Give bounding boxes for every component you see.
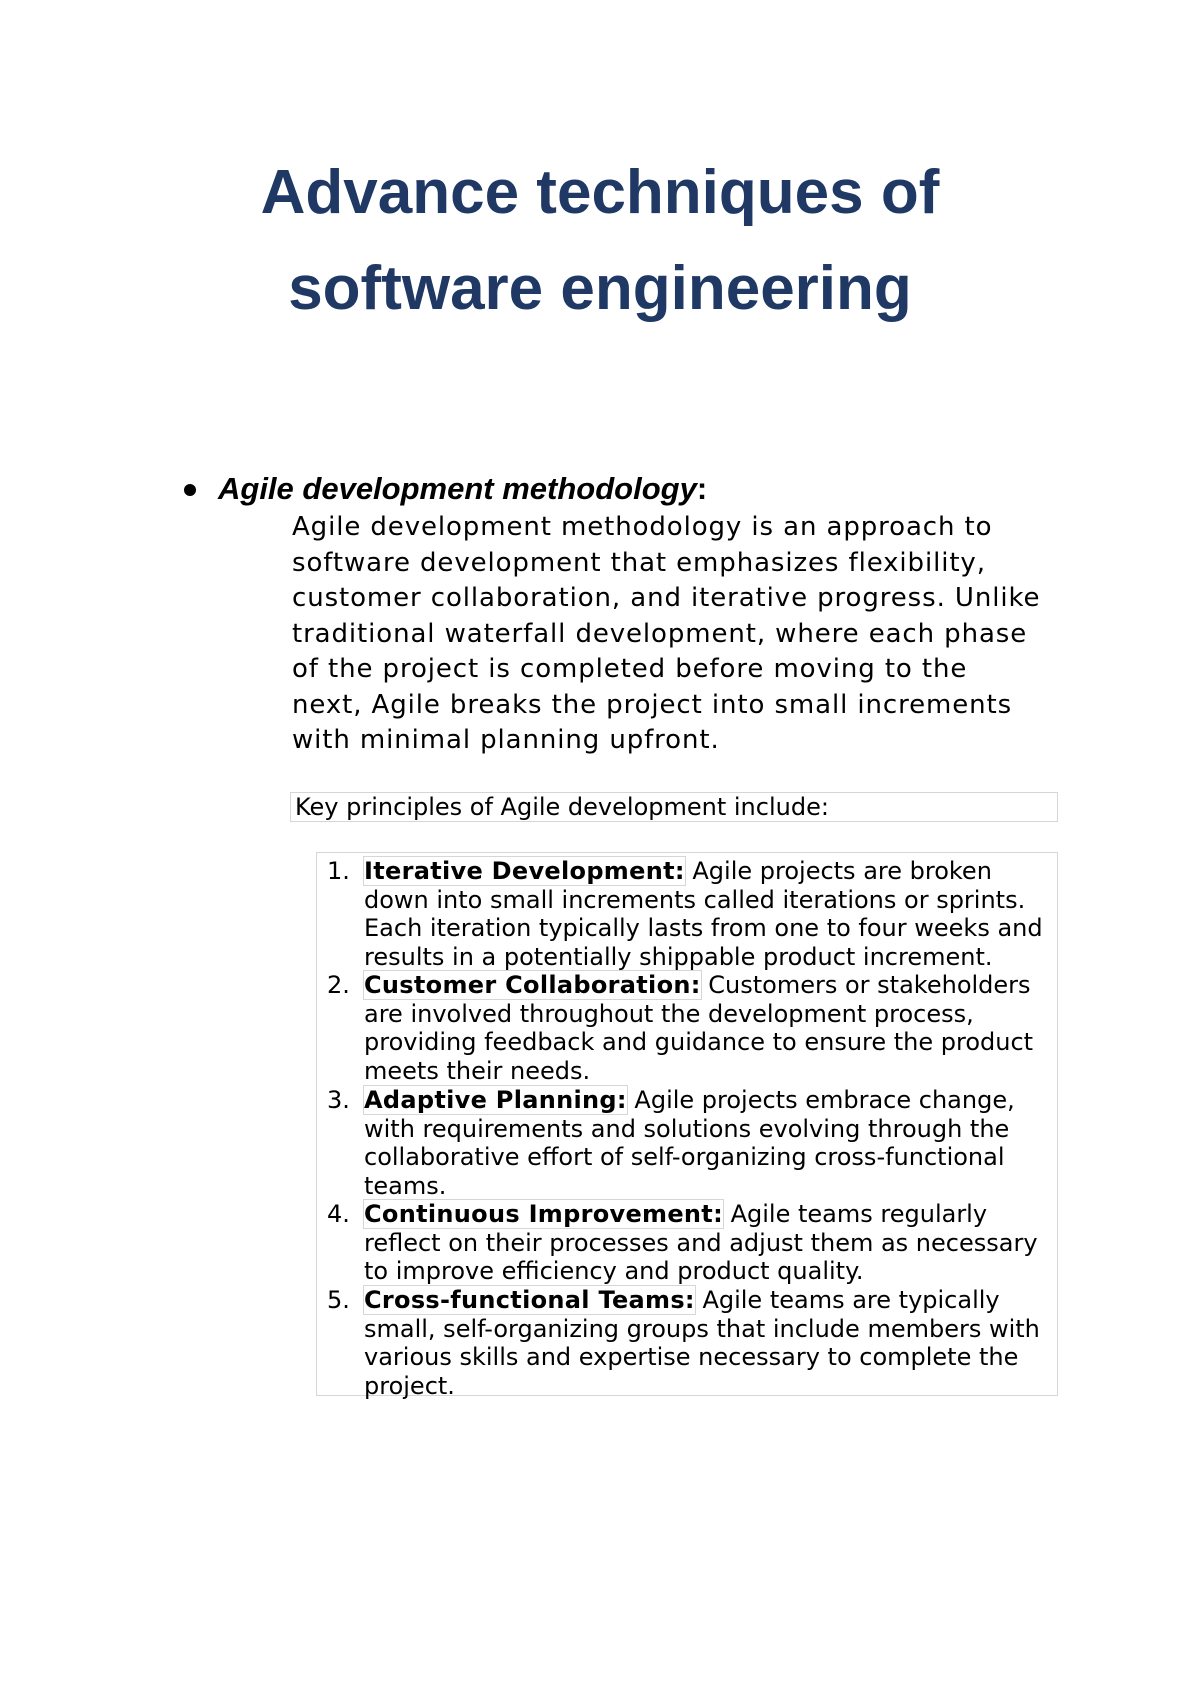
list-item-line: project. <box>364 1371 455 1400</box>
document-title <box>0 145 1200 337</box>
list-item-text <box>364 1200 1054 1286</box>
list-item-line: are involved throughout the development process, <box>364 999 974 1028</box>
intro-line: next, Agile breaks the project into small increments <box>292 689 1013 720</box>
intro-line: of the project is completed before moving to the <box>292 654 968 684</box>
list-item-line: Agile teams regularly <box>722 1200 988 1228</box>
list-item-line: Agile teams are typically <box>694 1286 1000 1314</box>
section-heading-colon: : <box>696 471 708 506</box>
list-item-term: Cross-functional Teams: <box>364 1286 695 1314</box>
principles-intro-box <box>290 792 1058 822</box>
list-item-term: Adaptive Planning: <box>364 1086 627 1114</box>
list-item-line: various skills and expertise necessary to complete the <box>364 1343 1019 1372</box>
list-item-line: results in a potentially shippable product increment. <box>364 942 993 971</box>
list-item-number: 2. <box>327 971 350 999</box>
list-item-line: to improve efficiency and product quality. <box>364 1257 864 1286</box>
intro-line: software development that emphasizes flexibility, <box>292 547 986 578</box>
list-item-line: Each iteration typically lasts from one to four weeks and <box>364 914 1043 943</box>
list-item-number: 4. <box>327 1200 350 1228</box>
intro-line: customer collaboration, and iterative progress. Unlike <box>292 583 1041 613</box>
list-item-line: providing feedback and guidance to ensure the product <box>364 1028 1034 1057</box>
list-item-line: Customers or stakeholders <box>700 971 1031 999</box>
list-item-term: Iterative Development: <box>364 857 685 885</box>
list-item-line: Agile projects are broken <box>684 857 992 885</box>
title-line-1: Advance techniques of <box>260 158 940 227</box>
list-item-line: reflect on their processes and adjust them as necessary <box>364 1228 1038 1257</box>
list-item-text <box>364 971 1054 1085</box>
list-item-text <box>364 857 1054 971</box>
bullet-icon <box>184 484 196 496</box>
title-line-2: software engineering <box>288 254 912 323</box>
intro-line: Agile development methodology is an approach to <box>292 512 993 542</box>
list-item-line: teams. <box>364 1171 447 1200</box>
intro-line: with minimal planning upfront. <box>292 725 720 755</box>
list-item-line: down into small increments called iterations or sprints. <box>364 885 1026 914</box>
list-item-line: meets their needs. <box>364 1056 591 1085</box>
list-item-number: 3. <box>327 1086 350 1114</box>
intro-line: traditional waterfall development, where each phase <box>292 618 1028 649</box>
list-item-line: collaborative effort of self-organizing cross-functional <box>364 1143 1005 1172</box>
list-item-number: 5. <box>327 1286 350 1314</box>
list-item-line: with requirements and solutions evolving through the <box>364 1114 1010 1143</box>
list-item-line: Agile projects embrace change, <box>626 1086 1015 1114</box>
list-item-number: 1. <box>327 857 350 885</box>
section-heading-text: Agile development methodology <box>218 471 697 506</box>
list-item-text <box>364 1286 1054 1400</box>
intro-paragraph <box>292 510 1092 759</box>
list-item-term: Customer Collaboration: <box>364 971 701 999</box>
list-item-line: small, self-organizing groups that include members with <box>364 1314 1040 1343</box>
principles-list <box>316 852 1058 1400</box>
principles-intro-text: Key principles of Agile development include: <box>295 793 829 821</box>
section-heading <box>218 466 707 512</box>
list-item-term: Continuous Improvement: <box>364 1200 723 1228</box>
list-item-text <box>364 1086 1054 1200</box>
